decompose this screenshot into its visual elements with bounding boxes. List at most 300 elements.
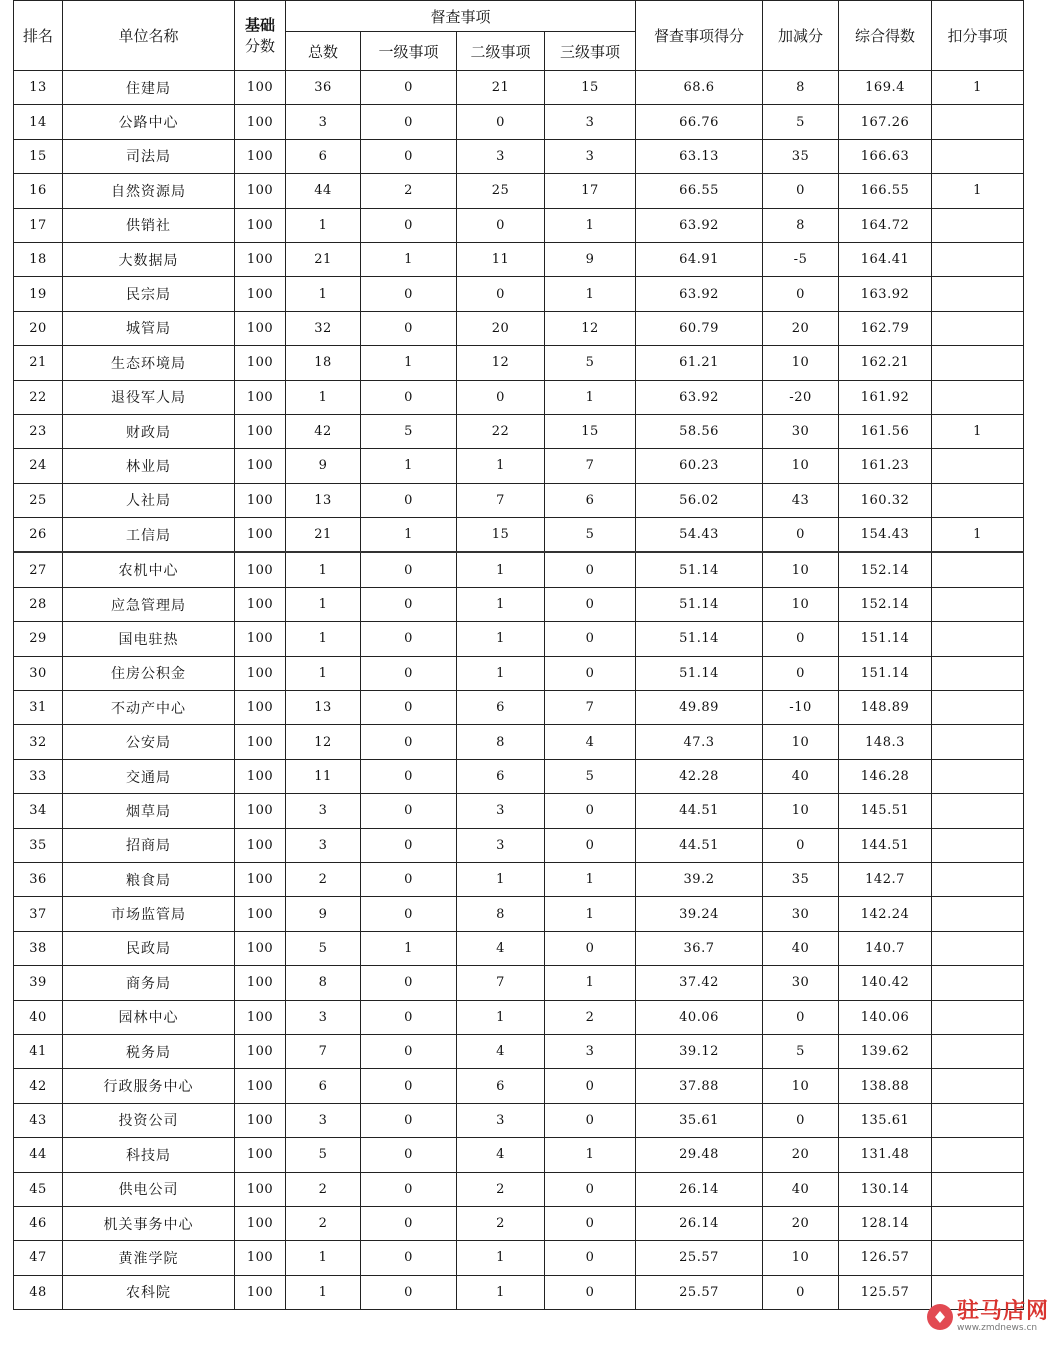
cell-level1: 0 (361, 71, 457, 105)
cell-composite-score: 161.23 (839, 449, 932, 483)
cell-composite-score: 162.21 (839, 346, 932, 380)
cell-rank: 30 (14, 656, 63, 690)
cell-unit-name: 不动产中心 (63, 691, 235, 725)
table-row (14, 1069, 1024, 1103)
cell-total: 9 (286, 897, 361, 931)
cell-level2: 4 (457, 1138, 545, 1172)
cell-level2: 2 (457, 1172, 545, 1206)
cell-level2: 1 (457, 1275, 545, 1309)
cell-level3: 0 (545, 1275, 636, 1309)
cell-total: 11 (286, 759, 361, 793)
cell-level2: 0 (457, 105, 545, 139)
cell-base-score: 100 (235, 1069, 286, 1103)
cell-base-score: 100 (235, 931, 286, 965)
cell-level1: 0 (361, 1000, 457, 1034)
cell-level3: 0 (545, 794, 636, 828)
cell-composite-score: 161.92 (839, 380, 932, 414)
cell-deduction-items (932, 1034, 1024, 1068)
cell-level2: 20 (457, 311, 545, 345)
table-row (14, 277, 1024, 311)
cell-bonus-deduction: 40 (763, 1172, 839, 1206)
table-row (14, 449, 1024, 483)
cell-level3: 9 (545, 242, 636, 276)
cell-level3: 1 (545, 277, 636, 311)
header-deduction-items: 扣分事项 (932, 1, 1024, 71)
cell-supervision-score: 60.79 (636, 311, 763, 345)
cell-rank: 44 (14, 1138, 63, 1172)
cell-unit-name: 投资公司 (63, 1103, 235, 1137)
cell-bonus-deduction: 43 (763, 483, 839, 517)
cell-level2: 7 (457, 966, 545, 1000)
cell-supervision-score: 63.13 (636, 139, 763, 173)
cell-rank: 20 (14, 311, 63, 345)
cell-rank: 18 (14, 242, 63, 276)
cell-level2: 21 (457, 71, 545, 105)
cell-supervision-score: 49.89 (636, 691, 763, 725)
cell-level2: 11 (457, 242, 545, 276)
cell-bonus-deduction: 0 (763, 656, 839, 690)
cell-supervision-score: 61.21 (636, 346, 763, 380)
cell-deduction-items (932, 759, 1024, 793)
cell-base-score: 100 (235, 1275, 286, 1309)
cell-total: 12 (286, 725, 361, 759)
cell-unit-name: 城管局 (63, 311, 235, 345)
cell-total: 6 (286, 1069, 361, 1103)
cell-base-score: 100 (235, 552, 286, 587)
cell-bonus-deduction: 30 (763, 414, 839, 448)
header-base-score-line1: 基础 (244, 15, 275, 34)
cell-total: 9 (286, 449, 361, 483)
cell-total: 1 (286, 380, 361, 414)
cell-supervision-score: 51.14 (636, 656, 763, 690)
cell-unit-name: 国电驻热 (63, 622, 235, 656)
cell-bonus-deduction: 10 (763, 725, 839, 759)
cell-total: 7 (286, 1034, 361, 1068)
cell-level2: 8 (457, 897, 545, 931)
cell-level3: 0 (545, 931, 636, 965)
cell-total: 42 (286, 414, 361, 448)
table-row (14, 208, 1024, 242)
table-row (14, 622, 1024, 656)
cell-unit-name: 生态环境局 (63, 346, 235, 380)
cell-base-score: 100 (235, 1138, 286, 1172)
cell-bonus-deduction: 30 (763, 897, 839, 931)
cell-unit-name: 工信局 (63, 518, 235, 553)
cell-level3: 0 (545, 656, 636, 690)
cell-rank: 14 (14, 105, 63, 139)
cell-level2: 1 (457, 552, 545, 587)
cell-level2: 0 (457, 380, 545, 414)
cell-level2: 1 (457, 622, 545, 656)
cell-rank: 36 (14, 862, 63, 896)
cell-unit-name: 公安局 (63, 725, 235, 759)
cell-level1: 0 (361, 139, 457, 173)
table-row (14, 414, 1024, 448)
header-supervision-score: 督查事项得分 (636, 1, 763, 71)
cell-rank: 27 (14, 552, 63, 587)
cell-bonus-deduction: 10 (763, 346, 839, 380)
cell-deduction-items (932, 587, 1024, 621)
cell-total: 1 (286, 656, 361, 690)
header-bonus-deduction: 加减分 (763, 1, 839, 71)
cell-rank: 28 (14, 587, 63, 621)
table-row (14, 346, 1024, 380)
cell-composite-score: 161.56 (839, 414, 932, 448)
cell-bonus-deduction: 35 (763, 862, 839, 896)
table-row (14, 587, 1024, 621)
cell-deduction-items (932, 1000, 1024, 1034)
cell-deduction-items (932, 208, 1024, 242)
cell-supervision-score: 39.24 (636, 897, 763, 931)
cell-composite-score: 146.28 (839, 759, 932, 793)
table-row (14, 518, 1024, 553)
table-row (14, 794, 1024, 828)
cell-base-score: 100 (235, 1206, 286, 1240)
cell-base-score: 100 (235, 966, 286, 1000)
cell-unit-name: 行政服务中心 (63, 1069, 235, 1103)
table-row (14, 1034, 1024, 1068)
cell-base-score: 100 (235, 1000, 286, 1034)
cell-total: 1 (286, 277, 361, 311)
cell-supervision-score: 25.57 (636, 1275, 763, 1309)
cell-level3: 0 (545, 1241, 636, 1275)
cell-base-score: 100 (235, 794, 286, 828)
cell-level1: 1 (361, 449, 457, 483)
cell-deduction-items (932, 1103, 1024, 1137)
cell-supervision-score: 42.28 (636, 759, 763, 793)
cell-level1: 0 (361, 1069, 457, 1103)
cell-level1: 1 (361, 518, 457, 553)
cell-deduction-items (932, 277, 1024, 311)
cell-level1: 0 (361, 862, 457, 896)
cell-bonus-deduction: 5 (763, 105, 839, 139)
cell-unit-name: 自然资源局 (63, 174, 235, 208)
cell-bonus-deduction: 10 (763, 552, 839, 587)
table-header (14, 1, 1024, 71)
cell-base-score: 100 (235, 897, 286, 931)
cell-supervision-score: 44.51 (636, 828, 763, 862)
cell-deduction-items (932, 1241, 1024, 1275)
cell-rank: 23 (14, 414, 63, 448)
cell-base-score: 100 (235, 759, 286, 793)
cell-total: 1 (286, 1241, 361, 1275)
cell-deduction-items: 1 (932, 71, 1024, 105)
cell-rank: 25 (14, 483, 63, 517)
cell-bonus-deduction: 40 (763, 931, 839, 965)
cell-rank: 45 (14, 1172, 63, 1206)
cell-base-score: 100 (235, 691, 286, 725)
cell-level1: 0 (361, 1241, 457, 1275)
cell-rank: 21 (14, 346, 63, 380)
table-row (14, 71, 1024, 105)
cell-base-score: 100 (235, 105, 286, 139)
cell-unit-name: 农科院 (63, 1275, 235, 1309)
cell-deduction-items (932, 552, 1024, 587)
cell-level1: 0 (361, 208, 457, 242)
cell-level2: 3 (457, 1103, 545, 1137)
cell-level1: 0 (361, 587, 457, 621)
cell-composite-score: 148.89 (839, 691, 932, 725)
cell-composite-score: 140.7 (839, 931, 932, 965)
cell-level1: 0 (361, 828, 457, 862)
cell-level2: 1 (457, 656, 545, 690)
table-row (14, 966, 1024, 1000)
cell-level2: 1 (457, 1000, 545, 1034)
cell-composite-score: 144.51 (839, 828, 932, 862)
cell-level2: 3 (457, 794, 545, 828)
cell-deduction-items (932, 656, 1024, 690)
cell-base-score: 100 (235, 1034, 286, 1068)
cell-composite-score: 166.63 (839, 139, 932, 173)
cell-base-score: 100 (235, 449, 286, 483)
cell-level2: 6 (457, 691, 545, 725)
cell-unit-name: 司法局 (63, 139, 235, 173)
cell-composite-score: 135.61 (839, 1103, 932, 1137)
cell-level3: 15 (545, 71, 636, 105)
cell-composite-score: 140.06 (839, 1000, 932, 1034)
cell-supervision-score: 51.14 (636, 622, 763, 656)
header-rank: 排名 (14, 1, 63, 71)
cell-level1: 0 (361, 656, 457, 690)
cell-total: 2 (286, 1206, 361, 1240)
table-row (14, 1241, 1024, 1275)
cell-level3: 1 (545, 380, 636, 414)
cell-level3: 1 (545, 897, 636, 931)
cell-level2: 1 (457, 449, 545, 483)
cell-total: 6 (286, 139, 361, 173)
cell-rank: 31 (14, 691, 63, 725)
cell-composite-score: 151.14 (839, 656, 932, 690)
cell-bonus-deduction: 0 (763, 828, 839, 862)
cell-rank: 22 (14, 380, 63, 414)
cell-level2: 15 (457, 518, 545, 553)
cell-unit-name: 烟草局 (63, 794, 235, 828)
cell-bonus-deduction: 5 (763, 1034, 839, 1068)
cell-level2: 0 (457, 277, 545, 311)
cell-supervision-score: 35.61 (636, 1103, 763, 1137)
table-row (14, 174, 1024, 208)
cell-unit-name: 住房公积金 (63, 656, 235, 690)
header-total: 总数 (286, 32, 361, 71)
cell-rank: 29 (14, 622, 63, 656)
cell-base-score: 100 (235, 1103, 286, 1137)
cell-deduction-items (932, 725, 1024, 759)
cell-level3: 2 (545, 1000, 636, 1034)
cell-level3: 0 (545, 1172, 636, 1206)
cell-base-score: 100 (235, 71, 286, 105)
cell-base-score: 100 (235, 828, 286, 862)
cell-level1: 0 (361, 1103, 457, 1137)
cell-level2: 1 (457, 862, 545, 896)
cell-composite-score: 154.43 (839, 518, 932, 553)
cell-base-score: 100 (235, 277, 286, 311)
cell-rank: 47 (14, 1241, 63, 1275)
cell-deduction-items (932, 242, 1024, 276)
cell-total: 44 (286, 174, 361, 208)
cell-unit-name: 应急管理局 (63, 587, 235, 621)
cell-level3: 4 (545, 725, 636, 759)
cell-level1: 1 (361, 346, 457, 380)
cell-base-score: 100 (235, 242, 286, 276)
cell-rank: 46 (14, 1206, 63, 1240)
table-row (14, 897, 1024, 931)
table-row (14, 1172, 1024, 1206)
cell-total: 36 (286, 71, 361, 105)
cell-composite-score: 167.26 (839, 105, 932, 139)
cell-rank: 16 (14, 174, 63, 208)
cell-supervision-score: 63.92 (636, 277, 763, 311)
cell-total: 3 (286, 1000, 361, 1034)
table-row (14, 656, 1024, 690)
cell-supervision-score: 37.88 (636, 1069, 763, 1103)
cell-total: 8 (286, 966, 361, 1000)
cell-level1: 0 (361, 380, 457, 414)
cell-level1: 0 (361, 691, 457, 725)
cell-level3: 0 (545, 1069, 636, 1103)
cell-supervision-score: 47.3 (636, 725, 763, 759)
header-supervision-items: 督查事项 (286, 1, 636, 32)
table-body (14, 71, 1024, 1310)
cell-bonus-deduction: 8 (763, 71, 839, 105)
cell-level3: 7 (545, 449, 636, 483)
cell-level3: 17 (545, 174, 636, 208)
cell-level2: 7 (457, 483, 545, 517)
table-row (14, 242, 1024, 276)
cell-base-score: 100 (235, 483, 286, 517)
cell-level1: 0 (361, 1172, 457, 1206)
cell-composite-score: 126.57 (839, 1241, 932, 1275)
cell-unit-name: 民宗局 (63, 277, 235, 311)
cell-bonus-deduction: 0 (763, 1103, 839, 1137)
cell-unit-name: 农机中心 (63, 552, 235, 587)
table-row (14, 1206, 1024, 1240)
cell-rank: 32 (14, 725, 63, 759)
cell-unit-name: 林业局 (63, 449, 235, 483)
cell-level3: 1 (545, 966, 636, 1000)
cell-level1: 2 (361, 174, 457, 208)
cell-bonus-deduction: 35 (763, 139, 839, 173)
cell-composite-score: 169.4 (839, 71, 932, 105)
header-composite-score: 综合得数 (839, 1, 932, 71)
cell-composite-score: 163.92 (839, 277, 932, 311)
cell-deduction-items (932, 1206, 1024, 1240)
cell-supervision-score: 44.51 (636, 794, 763, 828)
header-level3: 三级事项 (545, 32, 636, 71)
cell-unit-name: 交通局 (63, 759, 235, 793)
cell-bonus-deduction: 10 (763, 1069, 839, 1103)
cell-level3: 0 (545, 1103, 636, 1137)
cell-supervision-score: 51.14 (636, 587, 763, 621)
cell-level3: 6 (545, 483, 636, 517)
cell-rank: 41 (14, 1034, 63, 1068)
cell-bonus-deduction: -5 (763, 242, 839, 276)
cell-level1: 0 (361, 277, 457, 311)
cell-rank: 39 (14, 966, 63, 1000)
cell-unit-name: 商务局 (63, 966, 235, 1000)
cell-deduction-items (932, 1172, 1024, 1206)
header-unit-name: 单位名称 (63, 1, 235, 71)
table-row (14, 691, 1024, 725)
cell-bonus-deduction: 20 (763, 1206, 839, 1240)
cell-unit-name: 税务局 (63, 1034, 235, 1068)
cell-composite-score: 131.48 (839, 1138, 932, 1172)
cell-base-score: 100 (235, 174, 286, 208)
cell-composite-score: 164.41 (839, 242, 932, 276)
cell-rank: 42 (14, 1069, 63, 1103)
cell-unit-name: 科技局 (63, 1138, 235, 1172)
cell-level1: 1 (361, 242, 457, 276)
cell-bonus-deduction: 0 (763, 1275, 839, 1309)
cell-bonus-deduction: 10 (763, 794, 839, 828)
cell-level2: 8 (457, 725, 545, 759)
cell-bonus-deduction: 10 (763, 449, 839, 483)
cell-supervision-score: 39.12 (636, 1034, 763, 1068)
cell-level2: 3 (457, 828, 545, 862)
cell-unit-name: 大数据局 (63, 242, 235, 276)
cell-level3: 5 (545, 518, 636, 553)
cell-bonus-deduction: 20 (763, 311, 839, 345)
cell-deduction-items (932, 311, 1024, 345)
cell-rank: 33 (14, 759, 63, 793)
cell-total: 1 (286, 208, 361, 242)
cell-supervision-score: 63.92 (636, 380, 763, 414)
cell-level3: 0 (545, 552, 636, 587)
cell-level2: 12 (457, 346, 545, 380)
cell-supervision-score: 25.57 (636, 1241, 763, 1275)
cell-composite-score: 152.14 (839, 587, 932, 621)
cell-supervision-score: 40.06 (636, 1000, 763, 1034)
cell-supervision-score: 26.14 (636, 1172, 763, 1206)
cell-supervision-score: 26.14 (636, 1206, 763, 1240)
cell-deduction-items: 1 (932, 518, 1024, 553)
cell-base-score: 100 (235, 139, 286, 173)
cell-rank: 48 (14, 1275, 63, 1309)
cell-deduction-items (932, 346, 1024, 380)
cell-base-score: 100 (235, 414, 286, 448)
table-row (14, 105, 1024, 139)
cell-level1: 0 (361, 759, 457, 793)
cell-supervision-score: 66.55 (636, 174, 763, 208)
cell-deduction-items (932, 483, 1024, 517)
cell-bonus-deduction: -20 (763, 380, 839, 414)
cell-rank: 13 (14, 71, 63, 105)
cell-level1: 5 (361, 414, 457, 448)
cell-unit-name: 财政局 (63, 414, 235, 448)
cell-supervision-score: 37.42 (636, 966, 763, 1000)
cell-composite-score: 152.14 (839, 552, 932, 587)
cell-level1: 1 (361, 931, 457, 965)
table-row (14, 1275, 1024, 1309)
cell-deduction-items (932, 622, 1024, 656)
cell-deduction-items (932, 828, 1024, 862)
cell-level3: 1 (545, 1138, 636, 1172)
table-row (14, 552, 1024, 587)
cell-composite-score: 139.62 (839, 1034, 932, 1068)
cell-composite-score: 125.57 (839, 1275, 932, 1309)
cell-level3: 1 (545, 208, 636, 242)
cell-unit-name: 粮食局 (63, 862, 235, 896)
cell-level3: 0 (545, 587, 636, 621)
cell-composite-score: 142.24 (839, 897, 932, 931)
cell-composite-score: 151.14 (839, 622, 932, 656)
cell-level3: 3 (545, 1034, 636, 1068)
cell-bonus-deduction: 0 (763, 518, 839, 553)
cell-level2: 0 (457, 208, 545, 242)
cell-deduction-items (932, 931, 1024, 965)
cell-level3: 15 (545, 414, 636, 448)
cell-composite-score: 162.79 (839, 311, 932, 345)
cell-total: 5 (286, 1138, 361, 1172)
